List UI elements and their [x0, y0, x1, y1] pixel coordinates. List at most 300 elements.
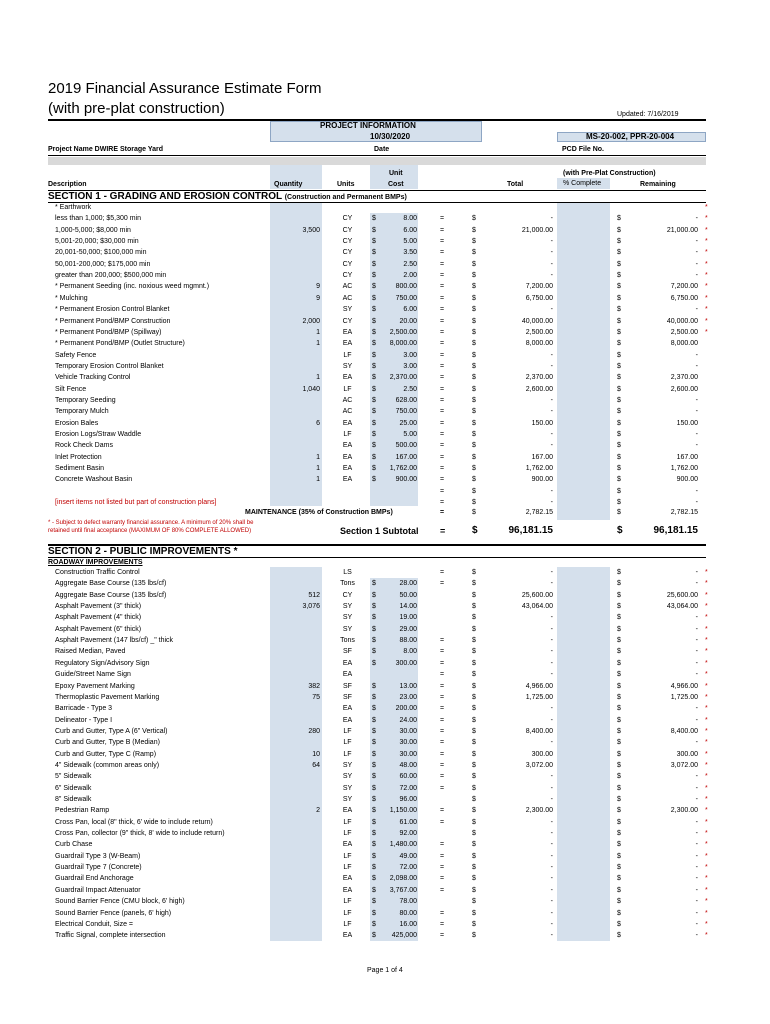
item-unit-cost: 5.00	[403, 431, 417, 438]
unit-cost-dollar: $	[372, 875, 376, 883]
item-description: Guardrail Type 3 (W-Beam)	[55, 852, 141, 860]
item-description: Epoxy Pavement Marking	[55, 682, 135, 690]
item-equals: =	[440, 238, 445, 246]
remaining-dollar: $	[617, 716, 621, 724]
item-units: SY	[342, 625, 353, 633]
item-remaining: -	[695, 898, 698, 906]
section2-title: SECTION 2 - PUBLIC IMPROVEMENTS *	[48, 546, 238, 557]
item-equals: =	[440, 648, 445, 656]
item-total: -	[550, 852, 553, 860]
unit-cost-dollar: $	[372, 773, 376, 781]
unit-cost-dollar: $	[372, 898, 376, 906]
item-equals: =	[440, 761, 445, 769]
unit-cost-dollar: $	[372, 465, 376, 473]
item-total: 4,966.00	[525, 682, 553, 690]
remaining-dollar: $	[617, 898, 621, 906]
total-dollar: $	[472, 739, 476, 747]
warranty-mark: *	[705, 671, 708, 679]
unit-cost-dollar: $	[372, 682, 376, 690]
remaining-dollar: $	[617, 340, 621, 348]
warranty-mark: *	[705, 875, 708, 883]
item-description: Curb and Gutter, Type A (6" Vertical)	[55, 727, 168, 735]
remaining-dollar: $	[617, 614, 621, 622]
item-description: Sound Barrier Fence (panels, 6' high)	[55, 909, 172, 917]
item-description: * Permanent Seeding (inc. noxious weed mgmnt.)	[55, 283, 210, 291]
item-equals: =	[440, 306, 445, 314]
item-remaining: -	[695, 249, 698, 257]
item-equals: =	[440, 569, 445, 576]
file-no-label: PCD File No.	[562, 146, 605, 153]
item-unit-cost: 3.00	[403, 351, 417, 359]
unit-cost-dollar: $	[372, 637, 376, 645]
warranty-mark: *	[705, 283, 708, 291]
item-unit-cost: 1,762.00	[389, 465, 417, 473]
item-units: SF	[343, 693, 352, 701]
item-remaining: -	[695, 773, 698, 781]
unit-cost-dollar: $	[372, 226, 376, 234]
table-row	[0, 873, 770, 884]
item-description: [insert items not listed but part of construction plans]	[55, 499, 217, 507]
item-total: 2,300.00	[525, 807, 553, 815]
total-dollar: $	[472, 830, 476, 838]
item-units: AC	[342, 396, 353, 404]
item-equals: =	[440, 671, 445, 679]
item-description: Electrical Conduit, Size =	[55, 920, 134, 928]
item-remaining: -	[695, 784, 698, 792]
remaining-dollar: $	[617, 431, 621, 438]
warranty-mark: *	[705, 591, 708, 599]
item-remaining: 6,750.00	[670, 294, 698, 302]
item-total: 7,200.00	[525, 283, 553, 291]
table-row	[0, 783, 770, 794]
warranty-mark: *	[705, 204, 708, 211]
item-total: -	[550, 396, 553, 404]
item-units: EA	[342, 374, 353, 382]
item-unit-cost: 60.00	[399, 773, 417, 781]
total-dollar: $	[472, 317, 476, 325]
warranty-mark: *	[705, 807, 708, 815]
item-units: EA	[342, 419, 353, 427]
item-description: * Permanent Erosion Control Blanket	[55, 306, 170, 314]
item-equals: =	[440, 340, 445, 348]
unit-cost-dollar: $	[372, 727, 376, 735]
unit-cost-dollar: $	[372, 818, 376, 826]
item-description: Construction Traffic Control	[55, 569, 140, 576]
item-description: Asphalt Pavement (6" thick)	[55, 625, 142, 633]
item-equals: =	[440, 408, 445, 416]
item-unit-cost: 96.00	[399, 796, 417, 803]
item-units: LF	[343, 909, 352, 917]
unit-cost-dollar: $	[372, 374, 376, 382]
unit-cost-dollar: $	[372, 294, 376, 302]
item-total: -	[550, 249, 553, 257]
item-equals: =	[440, 294, 445, 302]
item-unit-cost: 72.00	[399, 864, 417, 872]
item-equals: =	[440, 716, 445, 724]
warranty-mark: *	[705, 739, 708, 747]
warranty-mark: *	[705, 659, 708, 667]
item-description: Temporary Seeding	[55, 396, 116, 404]
unit-cost-dollar: $	[372, 830, 376, 838]
item-remaining: 7,200.00	[670, 283, 698, 291]
unit-cost-dollar: $	[372, 625, 376, 633]
unit-cost-dollar: $	[372, 442, 376, 450]
total-dollar: $	[472, 852, 476, 860]
warranty-mark: *	[705, 852, 708, 860]
remaining-dollar: $	[617, 932, 621, 940]
roadway-heading: ROADWAY IMPROVEMENTS	[48, 559, 143, 566]
total-dollar: $	[472, 591, 476, 599]
table-row	[0, 463, 770, 474]
form-subtitle: (with pre-plat construction)	[48, 100, 225, 117]
remaining-dollar: $	[617, 807, 621, 815]
remaining-dollar: $	[617, 499, 621, 507]
warranty-mark: *	[705, 238, 708, 246]
item-units: EA	[342, 705, 353, 713]
remaining-dollar: $	[617, 773, 621, 781]
item-remaining: 8,000.00	[670, 340, 698, 348]
item-description: Aggregate Base Course (135 lbs/cf)	[55, 580, 167, 588]
item-unit-cost: 80.00	[399, 909, 417, 917]
item-units: Tons	[340, 580, 355, 588]
remaining-dollar: $	[617, 215, 621, 223]
item-total: -	[550, 932, 553, 940]
item-equals: =	[440, 431, 445, 438]
item-description: * Earthwork	[55, 204, 92, 211]
item-description: 20,001-50,000; $100,000 min	[55, 249, 147, 257]
item-remaining: -	[695, 796, 698, 803]
item-description: * Permanent Pond/BMP (Outlet Structure)	[55, 340, 185, 348]
item-remaining: -	[695, 864, 698, 872]
warranty-mark: *	[705, 249, 708, 257]
item-units: CY	[342, 260, 353, 268]
remaining-dollar: $	[617, 886, 621, 894]
item-equals: =	[440, 739, 445, 747]
item-total: 40,000.00	[521, 317, 553, 325]
remaining-dollar: $	[617, 739, 621, 747]
item-total: -	[550, 875, 553, 883]
total-dollar: $	[472, 487, 476, 495]
project-rule	[48, 155, 706, 156]
item-description: 50,001-200,000; $175,000 min	[55, 260, 151, 268]
item-unit-cost: 425,000	[391, 932, 417, 940]
item-equals: =	[440, 283, 445, 291]
remaining-dollar: $	[617, 283, 621, 291]
warranty-mark: *	[705, 864, 708, 872]
unit-cost-dollar: $	[372, 260, 376, 268]
item-units: LF	[343, 898, 352, 906]
item-quantity: 1	[316, 328, 320, 336]
item-equals: =	[440, 419, 445, 427]
total-dollar: $	[472, 864, 476, 872]
item-total: -	[550, 898, 553, 906]
page-number: Page 1 of 4	[367, 967, 403, 974]
warranty-mark: *	[705, 272, 708, 280]
item-units: CY	[342, 249, 353, 257]
item-unit-cost: 1,150.00	[389, 807, 417, 815]
item-total: -	[550, 442, 553, 450]
table-row	[0, 851, 770, 862]
item-quantity: 382	[308, 682, 320, 690]
item-units: LF	[343, 385, 352, 393]
total-dollar: $	[472, 306, 476, 314]
remaining-dollar: $	[617, 569, 621, 576]
date-label: Date	[374, 146, 390, 153]
item-units: EA	[342, 932, 353, 940]
table-row	[0, 350, 770, 361]
item-equals: =	[440, 476, 445, 484]
item-total: -	[550, 625, 553, 633]
item-units: CY	[342, 215, 353, 223]
total-dollar: $	[472, 260, 476, 268]
form-title: 2019 Financial Assurance Estimate Form	[48, 80, 322, 97]
item-total: -	[550, 215, 553, 223]
item-total: 167.00	[531, 453, 553, 461]
section1-subtotal-eq: =	[440, 526, 446, 536]
item-description: Vehicle Tracking Control	[55, 374, 131, 382]
warranty-mark: *	[705, 796, 708, 803]
col-unit-cost-1: Unit	[389, 170, 403, 177]
item-units: SY	[342, 761, 353, 769]
table-row	[0, 372, 770, 383]
item-equals: =	[440, 385, 445, 393]
table-row	[0, 715, 770, 726]
item-description: Curb and Gutter, Type B (Median)	[55, 739, 160, 747]
item-equals: =	[440, 396, 445, 404]
remaining-dollar: $	[617, 272, 621, 280]
item-unit-cost: 500.00	[395, 442, 417, 450]
item-remaining: -	[695, 625, 698, 633]
item-equals: =	[440, 659, 445, 667]
table-row	[0, 395, 770, 406]
item-equals: =	[440, 260, 445, 268]
item-quantity: 64	[312, 761, 320, 769]
item-unit-cost: 750.00	[395, 408, 417, 416]
item-quantity: 2,000	[302, 317, 320, 325]
remaining-dollar: $	[617, 637, 621, 645]
item-units: EA	[342, 659, 353, 667]
item-description: 8" Sidewalk	[55, 796, 92, 803]
item-quantity: 512	[308, 591, 320, 599]
item-equals: =	[440, 374, 445, 382]
item-total: -	[550, 705, 553, 713]
remaining-dollar: $	[617, 317, 621, 325]
table-row	[0, 817, 770, 828]
remaining-dollar: $	[617, 351, 621, 359]
section2-title-rule	[48, 557, 706, 558]
total-dollar: $	[472, 773, 476, 781]
item-remaining: -	[695, 852, 698, 860]
item-total: 21,000.00	[521, 226, 553, 234]
table-row	[0, 896, 770, 907]
item-description: Curb Chase	[55, 841, 93, 849]
item-equals: =	[440, 818, 445, 826]
table-row	[0, 452, 770, 463]
item-description: 6" Sidewalk	[55, 784, 92, 792]
total-dollar: $	[472, 385, 476, 393]
warranty-mark: *	[705, 569, 708, 576]
item-equals: =	[440, 920, 445, 928]
item-equals: =	[440, 886, 445, 894]
item-description: Inlet Protection	[55, 453, 102, 461]
item-remaining: 1,762.00	[670, 465, 698, 473]
item-description: greater than 200,000; $500,000 min	[55, 272, 167, 280]
unit-cost-dollar: $	[372, 603, 376, 611]
item-equals: =	[440, 317, 445, 325]
unit-cost-dollar: $	[372, 716, 376, 724]
item-description: Rock Check Dams	[55, 442, 113, 450]
remaining-dollar: $	[617, 465, 621, 473]
item-total: -	[550, 362, 553, 370]
remaining-dollar: $	[617, 830, 621, 838]
item-total: -	[550, 487, 553, 495]
table-row	[0, 862, 770, 873]
item-remaining: 25,600.00	[666, 591, 698, 599]
item-equals: =	[440, 272, 445, 280]
warranty-mark: *	[705, 693, 708, 701]
section1-subtotal-rem-dollar: $	[617, 525, 623, 536]
total-dollar: $	[472, 374, 476, 382]
item-quantity: 6	[316, 419, 320, 427]
total-dollar: $	[472, 898, 476, 906]
table-row	[0, 726, 770, 737]
item-description: * Permanent Pond/BMP (Spillway)	[55, 328, 162, 336]
remaining-dollar: $	[617, 705, 621, 713]
project-name: Project Name DWIRE Storage Yard	[48, 146, 164, 153]
item-unit-cost: 88.00	[399, 637, 417, 645]
remaining-dollar: $	[617, 408, 621, 416]
unit-cost-dollar: $	[372, 796, 376, 803]
maintenance-dollar: $	[472, 509, 476, 516]
total-dollar: $	[472, 442, 476, 450]
item-description: Aggregate Base Course (135 lbs/cf)	[55, 591, 167, 599]
total-dollar: $	[472, 920, 476, 928]
item-equals: =	[440, 909, 445, 917]
remaining-dollar: $	[617, 784, 621, 792]
table-row	[0, 281, 770, 292]
item-quantity: 75	[312, 693, 320, 701]
item-unit-cost: 3,767.00	[389, 886, 417, 894]
remaining-dollar: $	[617, 487, 621, 495]
remaining-dollar: $	[617, 603, 621, 611]
item-equals: =	[440, 864, 445, 872]
item-total: -	[550, 920, 553, 928]
item-remaining: -	[695, 659, 698, 667]
item-units: EA	[342, 453, 353, 461]
item-remaining: 300.00	[676, 750, 698, 758]
remaining-dollar: $	[617, 671, 621, 679]
item-remaining: -	[695, 841, 698, 849]
total-dollar: $	[472, 272, 476, 280]
item-total: -	[550, 773, 553, 781]
item-unit-cost: 20.00	[399, 317, 417, 325]
item-total: -	[550, 408, 553, 416]
item-unit-cost: 750.00	[395, 294, 417, 302]
item-description: Regulatory Sign/Advisory Sign	[55, 659, 150, 667]
item-equals: =	[440, 875, 445, 883]
item-unit-cost: 2,500.00	[389, 328, 417, 336]
item-quantity: 1	[316, 374, 320, 382]
section1-subtotal-remaining: 96,181.15	[653, 525, 698, 536]
item-unit-cost: 3.00	[403, 362, 417, 370]
item-remaining: 2,300.00	[670, 807, 698, 815]
remaining-dollar: $	[617, 693, 621, 701]
unit-cost-dollar: $	[372, 453, 376, 461]
unit-cost-dollar: $	[372, 841, 376, 849]
unit-cost-dollar: $	[372, 852, 376, 860]
item-description: Curb and Gutter, Type C (Ramp)	[55, 750, 157, 758]
total-dollar: $	[472, 351, 476, 359]
table-row	[0, 259, 770, 270]
remaining-dollar: $	[617, 909, 621, 917]
item-quantity: 1	[316, 453, 320, 461]
item-quantity: 3,500	[302, 226, 320, 234]
item-remaining: -	[695, 272, 698, 280]
total-dollar: $	[472, 408, 476, 416]
unit-cost-dollar: $	[372, 351, 376, 359]
warranty-mark: *	[705, 226, 708, 234]
total-dollar: $	[472, 580, 476, 588]
unit-cost-dollar: $	[372, 476, 376, 484]
item-equals: =	[440, 226, 445, 234]
remaining-dollar: $	[617, 294, 621, 302]
unit-cost-dollar: $	[372, 705, 376, 713]
col-description: Description	[48, 181, 87, 188]
table-row	[0, 384, 770, 395]
item-equals: =	[440, 705, 445, 713]
item-remaining: -	[695, 238, 698, 246]
item-unit-cost: 29.00	[399, 625, 417, 633]
item-unit-cost: 2.00	[403, 272, 417, 280]
warranty-mark: *	[705, 625, 708, 633]
unit-cost-dollar: $	[372, 317, 376, 325]
item-equals: =	[440, 351, 445, 359]
total-dollar: $	[472, 226, 476, 234]
item-units: EA	[342, 476, 353, 484]
remaining-dollar: $	[617, 761, 621, 769]
warranty-mark: *	[705, 306, 708, 314]
total-dollar: $	[472, 328, 476, 336]
table-row	[0, 737, 770, 748]
section1-title-text: SECTION 1 - GRADING AND EROSION CONTROL	[48, 191, 282, 202]
table-row	[0, 612, 770, 623]
item-description: Asphalt Pavement (147 lbs/cf) _" thick	[55, 637, 174, 645]
item-total: -	[550, 830, 553, 838]
col-unit-cost-2: Cost	[388, 181, 404, 188]
warranty-footnote: * - Subject to defect warranty financial assurance. A minimum of 20% shall be retained until final acceptance (MAXIMUM OF 80% COMPLETE ALLOWED)	[48, 520, 254, 534]
item-equals: =	[440, 442, 445, 450]
warranty-mark: *	[705, 909, 708, 917]
item-total: -	[550, 272, 553, 280]
unit-cost-dollar: $	[372, 932, 376, 940]
remaining-dollar: $	[617, 385, 621, 393]
unit-cost-dollar: $	[372, 306, 376, 314]
item-unit-cost: 72.00	[399, 784, 417, 792]
table-row	[0, 885, 770, 896]
item-total: -	[550, 306, 553, 314]
total-dollar: $	[472, 807, 476, 815]
warranty-mark: *	[705, 215, 708, 223]
item-units: CY	[342, 317, 353, 325]
item-remaining: -	[695, 920, 698, 928]
remaining-dollar: $	[617, 374, 621, 382]
item-remaining: -	[695, 648, 698, 656]
warranty-mark: *	[705, 841, 708, 849]
item-equals: =	[440, 215, 445, 223]
item-total: -	[550, 614, 553, 622]
item-remaining: 2,600.00	[670, 385, 698, 393]
unit-cost-dollar: $	[372, 249, 376, 257]
